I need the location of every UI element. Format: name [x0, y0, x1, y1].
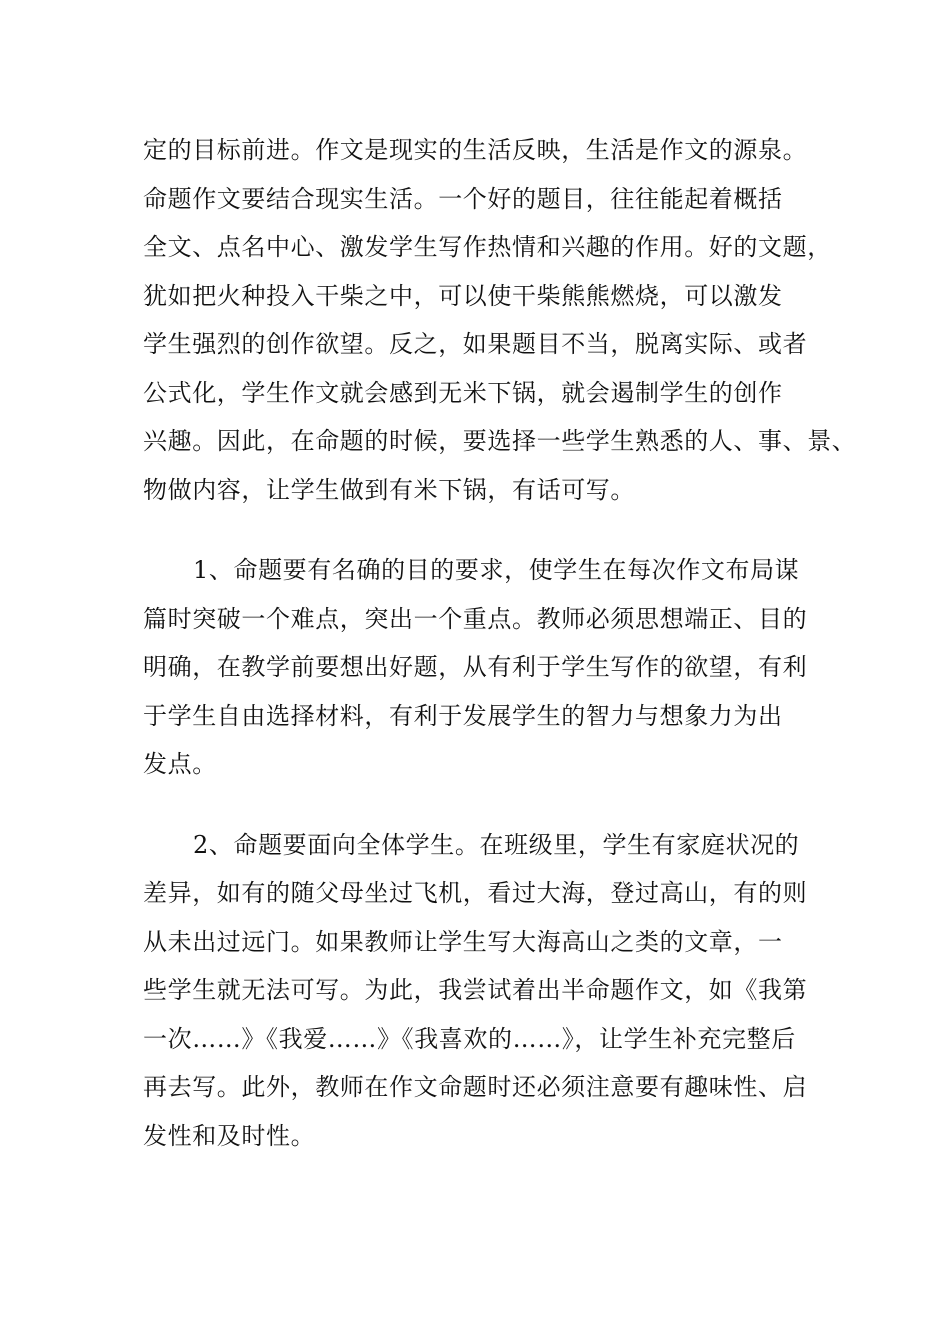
- paragraph-point-2: [143, 821, 823, 1161]
- document-body: [143, 126, 857, 1160]
- text-line: 些学生就无法可写。为此，我尝试着出半命题作文，如《我第: [143, 976, 808, 1004]
- text-line: 命题作文要结合现实生活。一个好的题目，往往能起着概括: [143, 184, 783, 213]
- paragraph-spacer: [143, 514, 823, 546]
- text-line: 全文、点名中心、激发学生写作热情和兴趣的作用。好的文题，: [143, 233, 832, 261]
- text-line: 公式化，学生作文就会感到无米下锅，就会遏制学生的创作: [143, 378, 783, 407]
- paragraph-continued: [143, 126, 857, 514]
- text-line: 学生强烈的创作欲望。反之，如果题目不当，脱离实际、或者: [143, 330, 808, 358]
- text-line: 犹如把火种投入干柴之中，可以使干柴熊熊燃烧，可以激发: [143, 281, 783, 310]
- text-line: 发点。: [143, 750, 217, 778]
- text-line: 定的目标前进。作文是现实的生活反映，生活是作文的源泉。: [143, 136, 808, 164]
- text-line: 兴趣。因此，在命题的时候，要选择一些学生熟悉的人、事、景、: [143, 427, 857, 455]
- paragraph-spacer: [143, 789, 823, 821]
- text-line: 于学生自由选择材料，有利于发展学生的智力与想象力为出: [143, 701, 783, 730]
- paragraph-point-1: [143, 546, 823, 789]
- text-line: 一次……》《我爱……》《我喜欢的……》，让学生补充完整后: [143, 1024, 796, 1053]
- text-line: 发性和及时性。: [143, 1121, 316, 1150]
- text-line: 篇时突破一个难点，突出一个重点。教师必须思想端正、目的: [143, 604, 808, 633]
- text-line: 再去写。此外，教师在作文命题时还必须注意要有趣味性、启: [143, 1073, 808, 1101]
- text-line: 明确，在教学前要想出好题，从有利于学生写作的欲望，有利: [143, 653, 808, 681]
- text-line: 差异，如有的随父母坐过飞机，看过大海，登过高山，有的则: [143, 879, 808, 907]
- text-line-first: 1、命题要有名确的目的要求，使学生在每次作文布局谋: [193, 556, 800, 584]
- text-line-first: 2、命题要面向全体学生。在班级里，学生有家庭状况的: [193, 830, 800, 859]
- text-line: 从未出过远门。如果教师让学生写大海高山之类的文章，一: [143, 927, 783, 956]
- text-line: 物做内容，让学生做到有米下锅，有话可写。: [143, 475, 635, 504]
